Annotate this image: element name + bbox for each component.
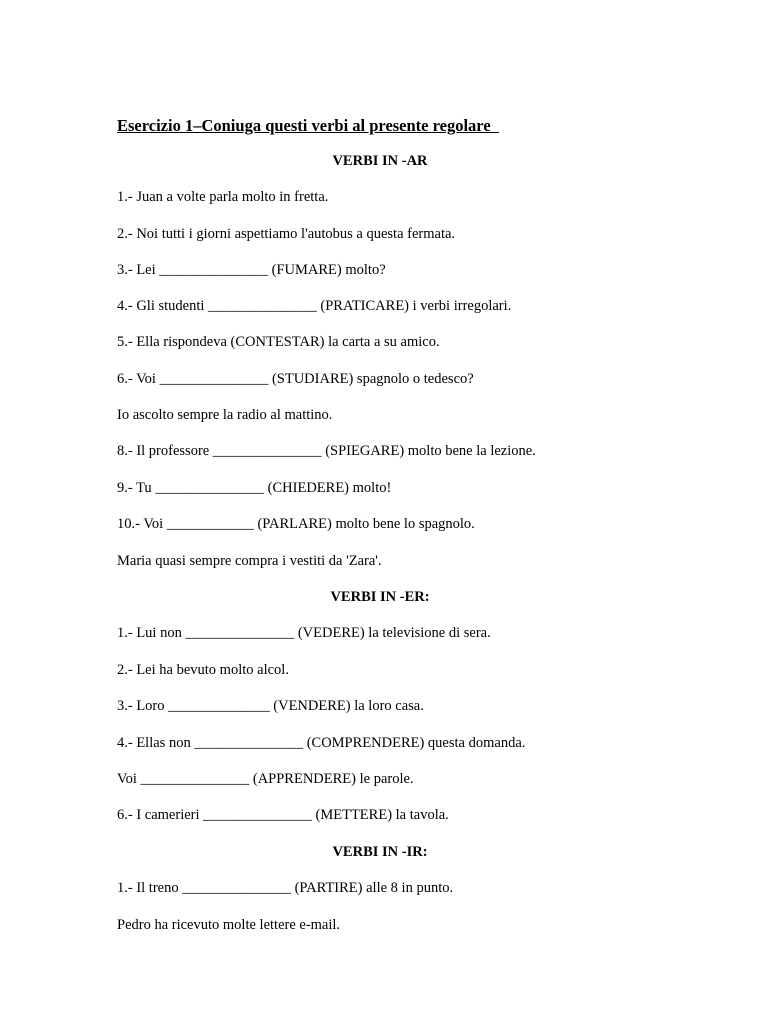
exercise-line: 1.- Juan a volte parla molto in fretta. — [117, 189, 329, 205]
section-heading-er: VERBI IN -ER: — [330, 589, 430, 605]
section-heading-ir: VERBI IN -IR: — [332, 844, 428, 860]
exercise-line: 8.- Il professore _______________ (SPIEGARE) molto bene la lezione. — [117, 443, 536, 459]
exercise-line: 10.- Voi ____________ (PARLARE) molto bene lo spagnolo. — [117, 516, 475, 532]
section-heading-ar: VERBI IN -AR — [332, 153, 428, 169]
exercise-line: 9.- Tu _______________ (CHIEDERE) molto! — [117, 480, 392, 496]
exercise-line: 6.- Voi _______________ (STUDIARE) spagnolo o tedesco? — [117, 371, 474, 387]
exercise-line: 1.- Lui non _______________ (VEDERE) la televisione di sera. — [117, 625, 491, 641]
exercise-line: 4.- Ellas non _______________ (COMPRENDERE) questa domanda. — [117, 735, 526, 751]
exercise-line: Voi _______________ (APPRENDERE) le parole. — [117, 771, 414, 787]
exercise-line: 4.- Gli studenti _______________ (PRATICARE) i verbi irregolari. — [117, 298, 512, 314]
exercise-line: Maria quasi sempre compra i vestiti da 'Zara'. — [117, 553, 382, 569]
exercise-title: Esercizio 1–Coniuga questi verbi al presente regolare — [117, 116, 499, 135]
exercise-line: 3.- Loro ______________ (VENDERE) la loro casa. — [117, 698, 424, 714]
exercise-line: 3.- Lei _______________ (FUMARE) molto? — [117, 262, 386, 278]
exercise-line: 2.- Lei ha bevuto molto alcol. — [117, 662, 289, 678]
exercise-line: Io ascolto sempre la radio al mattino. — [117, 407, 333, 423]
exercise-line: 1.- Il treno _______________ (PARTIRE) alle 8 in punto. — [117, 880, 454, 896]
exercise-line: Pedro ha ricevuto molte lettere e-mail. — [117, 917, 341, 933]
exercise-line: 5.- Ella rispondeva (CONTESTAR) la carta a su amico. — [117, 334, 440, 350]
exercise-line: 2.- Noi tutti i giorni aspettiamo l'autobus a questa fermata. — [117, 226, 456, 242]
exercise-line: 6.- I camerieri _______________ (METTERE) la tavola. — [117, 807, 449, 823]
